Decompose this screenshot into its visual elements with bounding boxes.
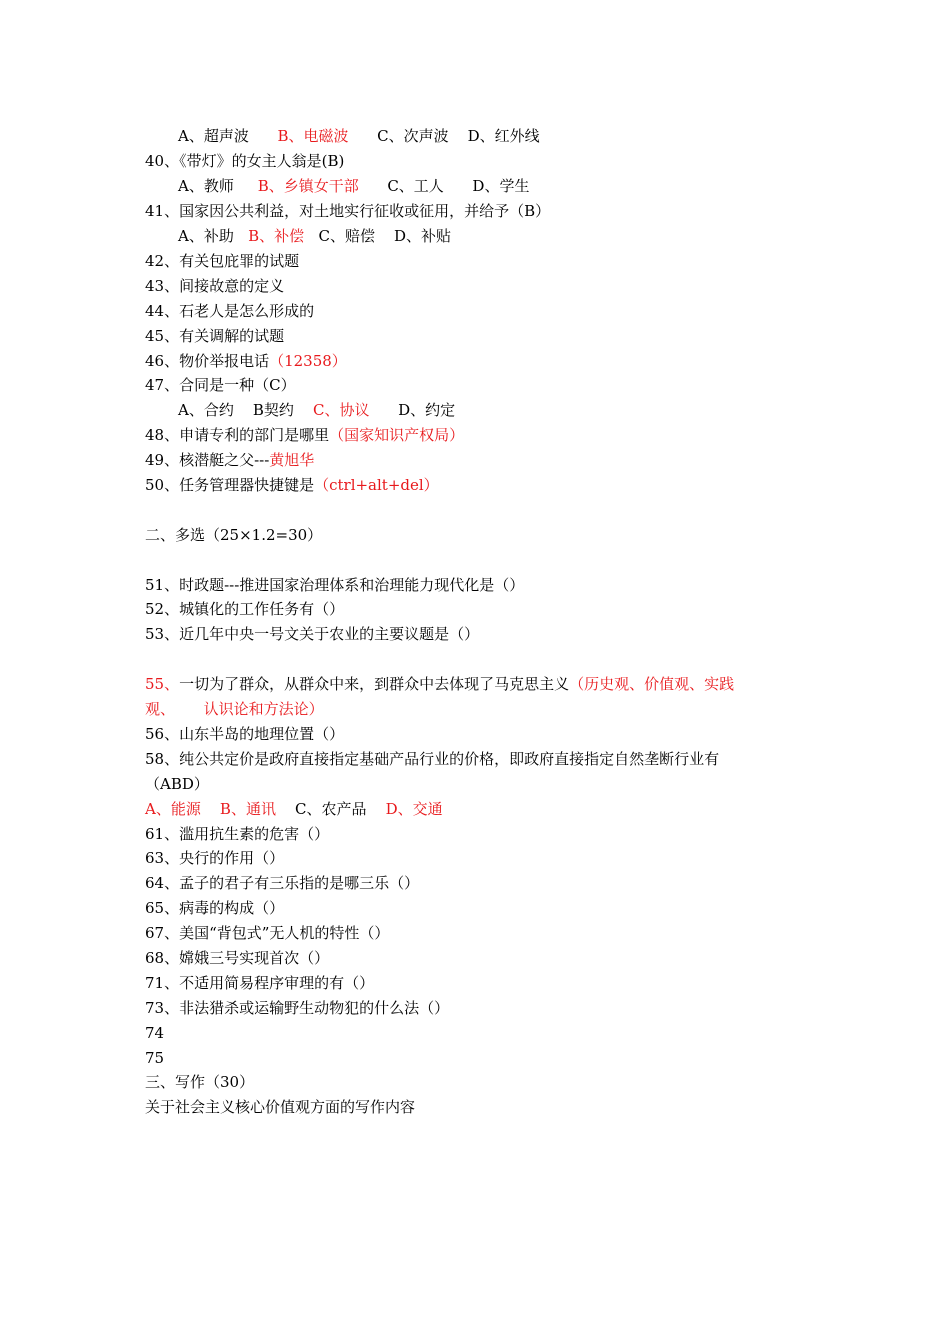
- line-l1: [178, 126, 540, 146]
- text-segment: 二、多选（25×1.2=30）: [145, 526, 323, 544]
- answer-text: （12358）: [269, 352, 347, 370]
- text-segment: 65、病毒的构成（）: [145, 899, 285, 917]
- text-segment: 45、有关调解的试题: [145, 327, 285, 345]
- text-segment: C、工人 D、学生: [358, 177, 530, 195]
- text-segment: （ABD）: [145, 775, 209, 793]
- text-segment: 关于社会主义核心价值观方面的写作内容: [145, 1098, 416, 1116]
- question-40: [145, 151, 344, 171]
- text-segment: 67、美国“背包式”无人机的特性（）: [145, 924, 390, 942]
- text-segment: 64、孟子的君子有三乐指的是哪三乐（）: [145, 874, 420, 892]
- text-segment: 50、任务管理器快捷键是: [145, 476, 315, 494]
- text-segment: 53、近几年中央一号文关于农业的主要议题是（）: [145, 625, 480, 643]
- text-segment: 43、间接故意的定义: [145, 277, 285, 295]
- text-segment: A、补助: [178, 227, 249, 245]
- answer-text: B、补偿: [248, 227, 305, 245]
- question-42: [145, 251, 299, 271]
- text-segment: 73、非法猎杀或运输野生动物犯的什么法（）: [145, 999, 450, 1017]
- text-segment: 58、纯公共定价是政府直接指定基础产品行业的价格，即政府直接指定自然垄断行业有: [145, 750, 720, 768]
- question-49: [145, 450, 314, 470]
- writing-prompt: [145, 1097, 415, 1117]
- text-segment: 47、合同是一种（C）: [145, 376, 296, 394]
- text-segment: 52、城镇化的工作任务有（）: [145, 600, 345, 618]
- question-75: [145, 1048, 164, 1068]
- text-segment: 71、不适用简易程序审理的有（）: [145, 974, 375, 992]
- question-61: [145, 824, 329, 844]
- text-segment: A、教师: [178, 177, 258, 195]
- question-64: [145, 873, 419, 893]
- answer-text: （国家知识产权局）: [329, 426, 465, 444]
- text-segment: 56、山东半岛的地理位置（）: [145, 725, 345, 743]
- line-l5: [178, 226, 451, 246]
- text-segment: C、次声波 D、红外线: [348, 127, 540, 145]
- answer-text: B、乡镇女干部: [257, 177, 359, 195]
- answer-text: 黄旭华: [269, 451, 315, 469]
- text-segment: 44、石老人是怎么形成的: [145, 302, 315, 320]
- text-segment: C、农产品: [275, 800, 386, 818]
- question-45: [145, 326, 284, 346]
- question-71: [145, 973, 374, 993]
- question-56: [145, 724, 344, 744]
- text-segment: 49、核潜艇之父---: [145, 451, 270, 469]
- answer-text: B、通讯: [219, 800, 276, 818]
- text-segment: 三、写作（30）: [145, 1073, 255, 1091]
- text-segment: 75: [145, 1049, 165, 1067]
- text-segment: 42、有关包庇罪的试题: [145, 252, 300, 270]
- text-segment: 一切为了群众，从群众中来，到群众中去体现了马克思主义: [179, 675, 570, 693]
- question-44: [145, 301, 314, 321]
- answer-text: 观、 认识论和方法论）: [145, 700, 324, 718]
- text-segment: 48、申请专利的部门是哪里: [145, 426, 330, 444]
- answer-text: A、能源: [145, 800, 201, 818]
- question-55-continued: [145, 699, 324, 719]
- question-55: [145, 674, 734, 694]
- text-segment: A、合约 B契约: [178, 401, 314, 419]
- text-segment: D、约定: [369, 401, 456, 419]
- text-segment: 63、央行的作用（）: [145, 849, 285, 867]
- line-l12: [178, 400, 455, 420]
- question-74: [145, 1023, 164, 1043]
- text-segment: A、超声波: [178, 127, 249, 145]
- text-segment: 46、物价举报电话: [145, 352, 270, 370]
- line-l25: [145, 799, 443, 819]
- line-l3: [178, 176, 529, 196]
- question-48: [145, 425, 464, 445]
- text-segment: 51、时政题---推进国家治理体系和治理能力现代化是（）: [145, 576, 525, 594]
- section-heading-multi: [145, 525, 322, 545]
- question-46: [145, 351, 347, 371]
- question-41: [145, 201, 550, 221]
- question-53: [145, 624, 479, 644]
- question-58: [145, 749, 719, 769]
- text-segment: [249, 127, 278, 145]
- text-segment: 61、滥用抗生素的危害（）: [145, 825, 330, 843]
- question-68: [145, 948, 329, 968]
- text-segment: C、赔偿 D、补贴: [304, 227, 452, 245]
- text-segment: 40、《带灯》的女主人翁是(B): [145, 152, 345, 170]
- text-segment: 74: [145, 1024, 165, 1042]
- question-63: [145, 848, 284, 868]
- answer-text: 55、: [145, 675, 180, 693]
- question-58-answer: [145, 774, 209, 794]
- question-73: [145, 998, 449, 1018]
- question-67: [145, 923, 389, 943]
- question-51: [145, 575, 524, 595]
- text-segment: [201, 800, 220, 818]
- answer-text: （ctrl+alt+del）: [314, 476, 439, 494]
- question-65: [145, 898, 284, 918]
- text-segment: 68、嫦娥三号实现首次（）: [145, 949, 330, 967]
- answer-text: （历史观、价值观、实践: [569, 675, 735, 693]
- answer-text: D、交通: [385, 800, 443, 818]
- question-47: [145, 375, 296, 395]
- question-50: [145, 475, 439, 495]
- answer-text: C、协议: [313, 401, 370, 419]
- answer-text: B、电磁波: [277, 127, 349, 145]
- question-43: [145, 276, 284, 296]
- question-52: [145, 599, 344, 619]
- section-heading-writing: [145, 1072, 254, 1092]
- text-segment: 41、国家因公共利益，对土地实行征收或征用，并给予（B）: [145, 202, 551, 220]
